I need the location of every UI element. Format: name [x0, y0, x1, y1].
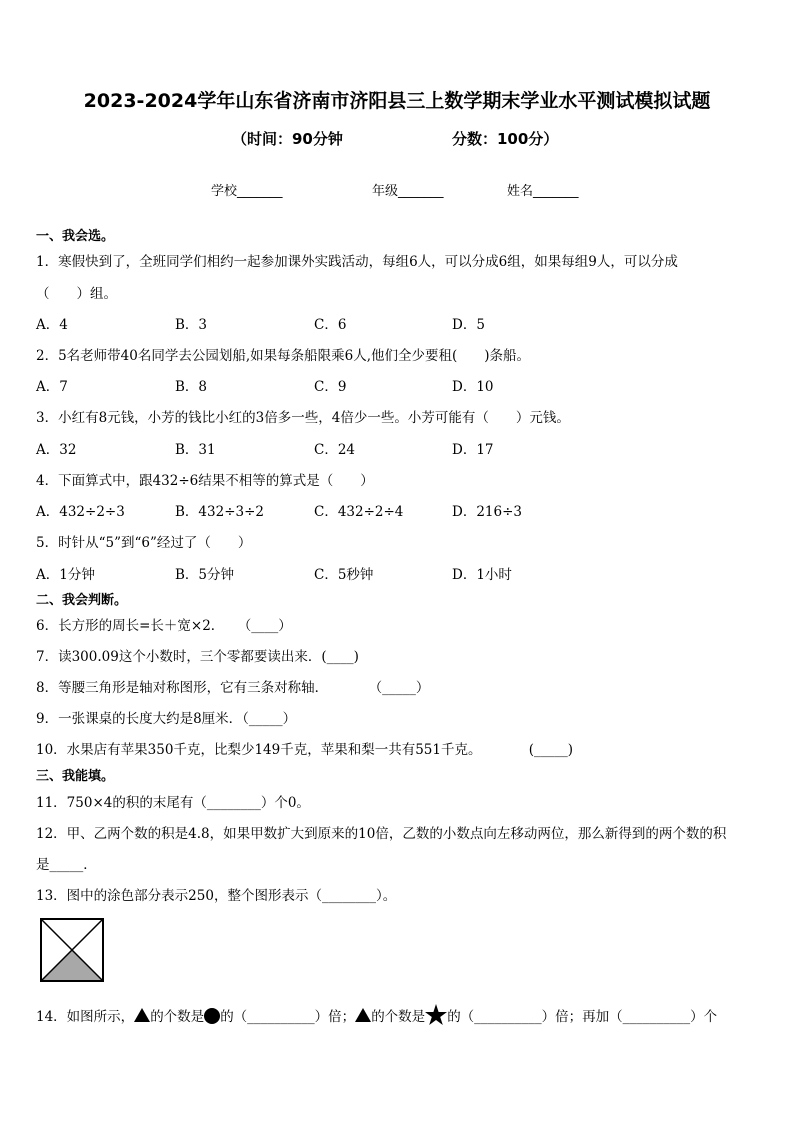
question-3: 3．小红有8元钱，小芳的钱比小红的3倍多一些，4倍少一些。小芳可能有（ ）元钱。: [36, 410, 570, 426]
option: C．24: [314, 442, 356, 458]
question-12: 12．甲、乙两个数的积是4.8，如果甲数扩大到原来的10倍，乙数的小数点向左移动两位，那么新得到的两个数的积: [36, 826, 727, 842]
option: B．3: [175, 317, 208, 333]
option: A．32: [36, 442, 77, 458]
question-9: 9．一张课桌的长度大约是8厘米．（_____）: [36, 711, 297, 727]
option: A．1分钟: [36, 567, 95, 583]
triangle-icon: [355, 1008, 371, 1022]
q14-text: 的（__________）倍；: [220, 1009, 356, 1025]
q14-text: 的个数是: [371, 1009, 426, 1025]
option: D．17: [452, 442, 494, 458]
shaded-triangle: [41, 950, 103, 981]
question-1-cont: （ ）组。: [36, 286, 117, 302]
question-7: 7．读300.09这个小数时，三个零都要读出来．(____): [36, 649, 359, 665]
question-1: 1．寒假快到了，全班同学们相约一起参加课外实践活动，每组6人，可以分成6组，如果每组9人，可以分成: [36, 254, 678, 270]
option: B．31: [175, 442, 216, 458]
question-2: 2．5名老师带40名同学去公园划船,如果每条船限乘6人,他们全少要租( )条船。: [36, 348, 531, 364]
q14-text: 的个数是: [150, 1009, 205, 1025]
option: D．10: [452, 379, 494, 395]
option: B．5分钟: [175, 567, 235, 583]
question-14: [36, 1004, 717, 1026]
option: C．9: [314, 379, 347, 395]
section-judge: 二、我会判断。: [36, 593, 128, 608]
name-field: 姓名_______: [507, 184, 579, 199]
option: D．5: [452, 317, 485, 333]
score-info: 分数：100分）: [452, 130, 559, 148]
option: D．1小时: [452, 567, 512, 583]
star-icon: [425, 1004, 447, 1026]
option: B．8: [175, 379, 208, 395]
q14-text: 14．如图所示，: [36, 1009, 135, 1025]
option: D．216÷3: [452, 504, 522, 520]
square-figure: [40, 918, 104, 982]
section-choice: 一、我会选。: [36, 229, 115, 244]
school-field: 学校_______: [211, 184, 283, 199]
question-4: 4．下面算式中，跟432÷6结果不相等的算式是（ ）: [36, 473, 374, 489]
option: C．5秒钟: [314, 567, 374, 583]
question-11: 11．750×4的积的末尾有（________）个0。: [36, 795, 310, 811]
question-12-cont: 是_____．: [36, 857, 97, 873]
option: C．6: [314, 317, 347, 333]
question-8: 8．等腰三角形是轴对称图形，它有三条对称轴． （_____）: [36, 680, 430, 696]
grade-field: 年级_______: [372, 184, 444, 199]
page-title: 2023-2024学年山东省济南市济阳县三上数学期末学业水平测试模拟试题: [83, 90, 711, 112]
option: B．432÷3÷2: [175, 504, 264, 520]
option: A．4: [36, 317, 68, 333]
section-fill: 三、我能填。: [36, 769, 115, 784]
question-13: 13．图中的涂色部分表示250，整个图形表示（________）。: [36, 888, 397, 904]
option: A．7: [36, 379, 68, 395]
option: A．432÷2÷3: [36, 504, 125, 520]
question-5: 5．时针从“5”到“6”经过了（ ）: [36, 535, 252, 551]
question-10: 10．水果店有苹果350千克，比梨少149千克，苹果和梨一共有551千克。 (_____): [36, 742, 574, 758]
q14-text: 的（__________）倍；再加（__________）个: [447, 1009, 718, 1025]
question-6: 6．长方形的周长=长＋宽×2． （____）: [36, 618, 292, 634]
time-info: （时间：90分钟: [232, 130, 343, 148]
triangle-icon: [134, 1008, 150, 1022]
option: C．432÷2÷4: [314, 504, 404, 520]
circle-icon: [204, 1008, 220, 1024]
